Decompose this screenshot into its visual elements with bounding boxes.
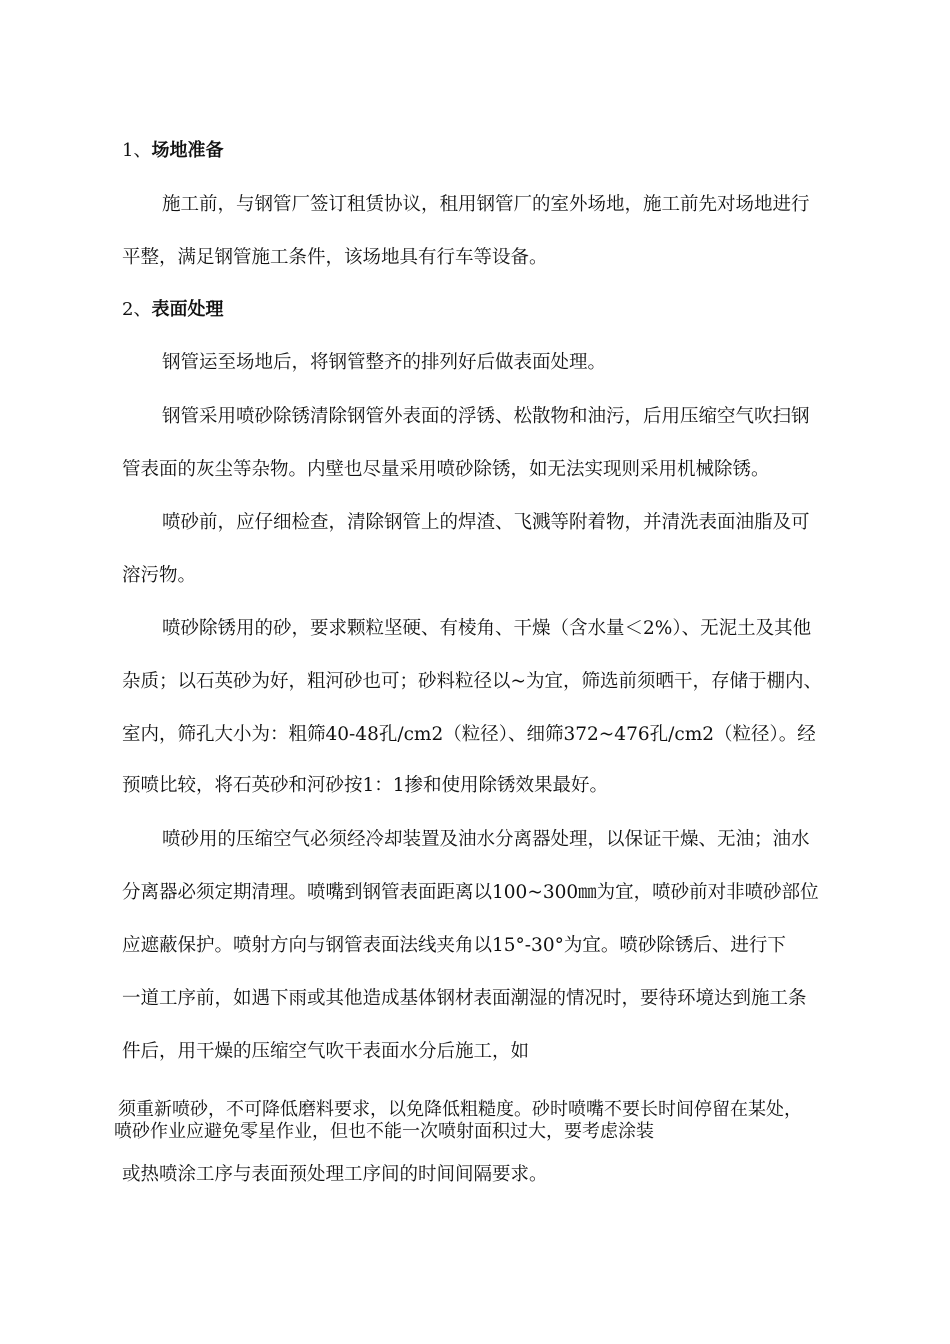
heading-title: 表面处理 — [151, 299, 224, 320]
paragraph-line: 或热喷涂工序与表面预处理工序间的时间间隔要求。 — [122, 1164, 548, 1185]
paragraph-line: 喷砂前，应仔细检查，清除钢管上的焊渣、飞溅等附着物，并清洗表面油脂及可 — [162, 512, 810, 533]
paragraph-line: 平整，满足钢管施工条件，该场地具有行车等设备。 — [122, 247, 548, 268]
paragraph-line: 溶污物。 — [122, 565, 197, 586]
paragraph-line: 喷砂作业应避免零星作业，但也不能一次喷射面积过大，要考虑涂装 — [114, 1121, 654, 1142]
paragraph-line: 钢管采用喷砂除锈清除钢管外表面的浮锈、松散物和油污，后用压缩空气吹扫钢 — [162, 406, 810, 427]
heading-number: 2、 — [122, 299, 152, 320]
heading-title: 场地准备 — [151, 140, 224, 161]
paragraph-line: 施工前，与钢管厂签订租赁协议，租用钢管厂的室外场地，施工前先对场地进行 — [162, 194, 810, 215]
paragraph-line: 杂质；以石英砂为好，粗河砂也可；砂料粒径以~为宜，筛选前须晒干，存储于棚内、 — [122, 671, 823, 692]
paragraph-line: 室内，筛孔大小为：粗筛40-48孔/cm2（粒径）、细筛372~476孔/cm2（粒径）。经 — [122, 724, 816, 745]
heading-site-preparation — [122, 138, 223, 164]
heading-number: 1、 — [122, 140, 152, 161]
paragraph-line: 喷砂用的压缩空气必须经冷却装置及油水分离器处理，以保证干燥、无油；油水 — [162, 829, 810, 850]
paragraph-line: 分离器必须定期清理。喷嘴到钢管表面距离以100~300㎜为宜，喷砂前对非喷砂部位 — [122, 882, 819, 903]
paragraph-line: 件后，用干燥的压缩空气吹干表面水分后施工，如 — [122, 1041, 530, 1062]
paragraph-line: 应遮蔽保护。喷射方向与钢管表面法线夹角以15°-30°为宜。喷砂除锈后、进行下 — [122, 935, 786, 956]
paragraph-line: 钢管运至场地后，将钢管整齐的排列好后做表面处理。 — [162, 352, 607, 373]
paragraph-line: 管表面的灰尘等杂物。内壁也尽量采用喷砂除锈，如无法实现则采用机械除锈。 — [122, 459, 770, 480]
heading-surface-treatment — [122, 297, 223, 323]
paragraph-line: 须重新喷砂，不可降低磨料要求，以免降低粗糙度。砂时喷嘴不要长时间停留在某处， — [118, 1099, 802, 1120]
paragraph-line: 预喷比较，将石英砂和河砂按1：1掺和使用除锈效果最好。 — [122, 775, 609, 796]
paragraph-line: 一道工序前，如遇下雨或其他造成基体钢材表面潮湿的情况时，要待环境达到施工条 — [122, 988, 807, 1009]
paragraph-line: 喷砂除锈用的砂，要求颗粒坚硬、有棱角、干燥（含水量＜2%）、无泥土及其他 — [162, 618, 812, 639]
